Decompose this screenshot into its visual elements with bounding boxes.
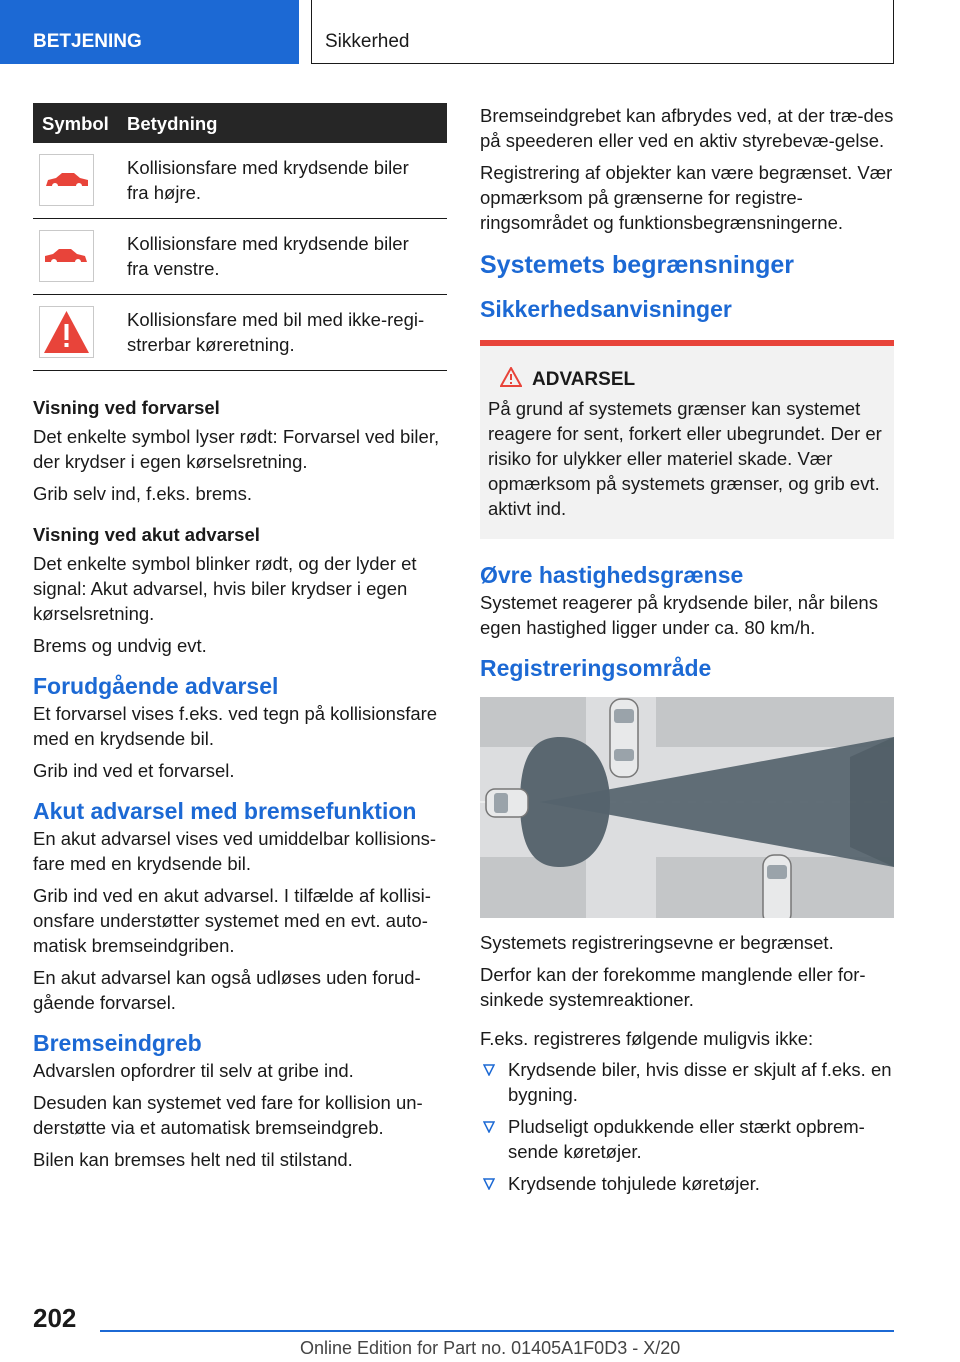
table-col-symbol: Symbol	[42, 113, 109, 134]
acute-warning-text: Det enkelte symbol blinker rødt, og der lyder et signal: Akut advarsel, hvis biler krydser i egen kørselsretning.	[33, 553, 417, 624]
table-row	[33, 219, 447, 295]
list-intro: F.eks. registreres følgende muligvis ikke:	[480, 1028, 814, 1049]
forward-warning-action: Grib ind ved et forvarsel.	[33, 760, 235, 781]
row-meaning-line1: Kollisionsfare med krydsende biler	[127, 157, 409, 178]
brake-intervention-text-3: Bilen kan bremses helt ned til stilstand.	[33, 1149, 353, 1170]
range-text-1: Systemets registreringsevne er begrænset.	[480, 932, 834, 953]
list-item	[480, 1114, 894, 1164]
intro-text-2: Registrering af objekter kan være begrænset. Vær opmærksom på grænserne for registre-ringsområdet og funktionsbegrænsningerne.	[480, 162, 893, 233]
range-text-2: Derfor kan der forekomme manglende eller for-sinkede systemreaktioner.	[480, 964, 866, 1010]
table-row	[33, 143, 447, 219]
speed-limit-text: Systemet reagerer på krydsende biler, når bilens egen hastighed ligger under ca. 80 km/h.	[480, 592, 878, 638]
warning-icon	[500, 367, 522, 387]
left-column	[33, 103, 447, 1172]
pre-warning-action: Grib selv ind, f.eks. brems.	[33, 483, 252, 504]
pre-warning-text: Det enkelte symbol lyser rødt: Forvarsel ved biler, der krydser i egen kørselsretning.	[33, 426, 440, 472]
list-item-text: Krydsende biler, hvis disse er skjult af f.eks. en bygning.	[508, 1059, 892, 1105]
brake-intervention-heading: Bremseindgreb	[33, 1030, 202, 1056]
acute-warning-heading: Visning ved akut advarsel	[33, 524, 260, 545]
safety-heading: Sikkerhedsanvisninger	[480, 296, 732, 322]
warning-title: ADVARSEL	[532, 369, 636, 390]
bullet-triangle-icon	[483, 1178, 495, 1190]
warning-box	[480, 340, 894, 539]
detection-range-heading: Registreringsområde	[480, 655, 712, 681]
header-title-box	[311, 0, 894, 64]
footer-divider	[100, 1330, 894, 1332]
footer-edition: Online Edition for Part no. 01405A1F0D3 - X/20	[300, 1338, 681, 1358]
row-meaning-line2: fra venstre.	[127, 258, 220, 279]
forward-warning-heading: Forudgående advarsel	[33, 673, 279, 699]
car-right-icon	[39, 154, 94, 206]
brake-intervention-text: Advarslen opfordrer til selv at gribe ind.	[33, 1060, 354, 1081]
bullet-triangle-icon	[483, 1121, 495, 1133]
pre-warning-heading: Visning ved forvarsel	[33, 397, 220, 418]
forward-warning-text: Et forvarsel vises f.eks. ved tegn på kollisionsfare med en krydsende bil.	[33, 703, 438, 749]
warning-text: På grund af systemets grænser kan systemet reagere for sent, forkert eller ubegrundet. Der er risiko for ulykker eller materiel skade. Vær opmærksom på systemets grænser, og grib evt. aktivt ind.	[488, 398, 882, 519]
list-item-text: Krydsende tohjulede køretøjer.	[508, 1173, 760, 1194]
row-meaning-line2: fra højre.	[127, 182, 202, 203]
header-section-label: BETJENING	[33, 31, 142, 52]
speed-limit-heading: Øvre hastighedsgrænse	[480, 562, 744, 588]
intro-text-1: Bremseindgrebet kan afbrydes ved, at der træ-des på speederen eller ved en aktiv styrebevæ-gelse.	[480, 105, 894, 151]
list-item	[480, 1057, 894, 1107]
acute-warning-action: Brems og undvig evt.	[33, 635, 207, 656]
right-column	[480, 103, 894, 1196]
row-meaning-line1: Kollisionsfare med bil med ikke-regi-	[127, 309, 425, 330]
list-item	[480, 1171, 894, 1196]
list-item-text: Pludseligt opdukkende eller stærkt opbrem-sende køretøjer.	[508, 1116, 865, 1162]
warning-triangle-icon	[39, 306, 94, 358]
bullet-triangle-icon	[483, 1064, 495, 1076]
header-title: Sikkerhed	[325, 31, 410, 52]
table-header	[33, 103, 447, 143]
detection-range-illustration	[480, 697, 894, 918]
row-meaning-line1: Kollisionsfare med krydsende biler	[127, 233, 409, 254]
table-col-meaning: Betydning	[127, 113, 218, 134]
row-meaning-line2: strerbar køreretning.	[127, 334, 295, 355]
car-left-icon	[39, 230, 94, 282]
acute-brake-text-3: En akut advarsel kan også udløses uden forud-gående forvarsel.	[33, 967, 421, 1013]
acute-brake-text-2: Grib ind ved en akut advarsel. I tilfælde af kollisi-onsfare understøtter systemet med en evt. auto-matisk bremseindgriben.	[33, 885, 431, 956]
table-row	[33, 295, 447, 371]
brake-intervention-text-2: Desuden kan systemet ved fare for kollision un-derstøtte via et automatisk bremseindgreb.	[33, 1092, 423, 1138]
header-section-tab	[0, 0, 299, 64]
page-number: 202	[33, 1303, 77, 1333]
limits-heading: Systemets begrænsninger	[480, 251, 794, 279]
acute-brake-heading: Akut advarsel med bremsefunktion	[33, 798, 417, 824]
acute-brake-text: En akut advarsel vises ved umiddelbar kollisions-fare med en krydsende bil.	[33, 828, 437, 874]
